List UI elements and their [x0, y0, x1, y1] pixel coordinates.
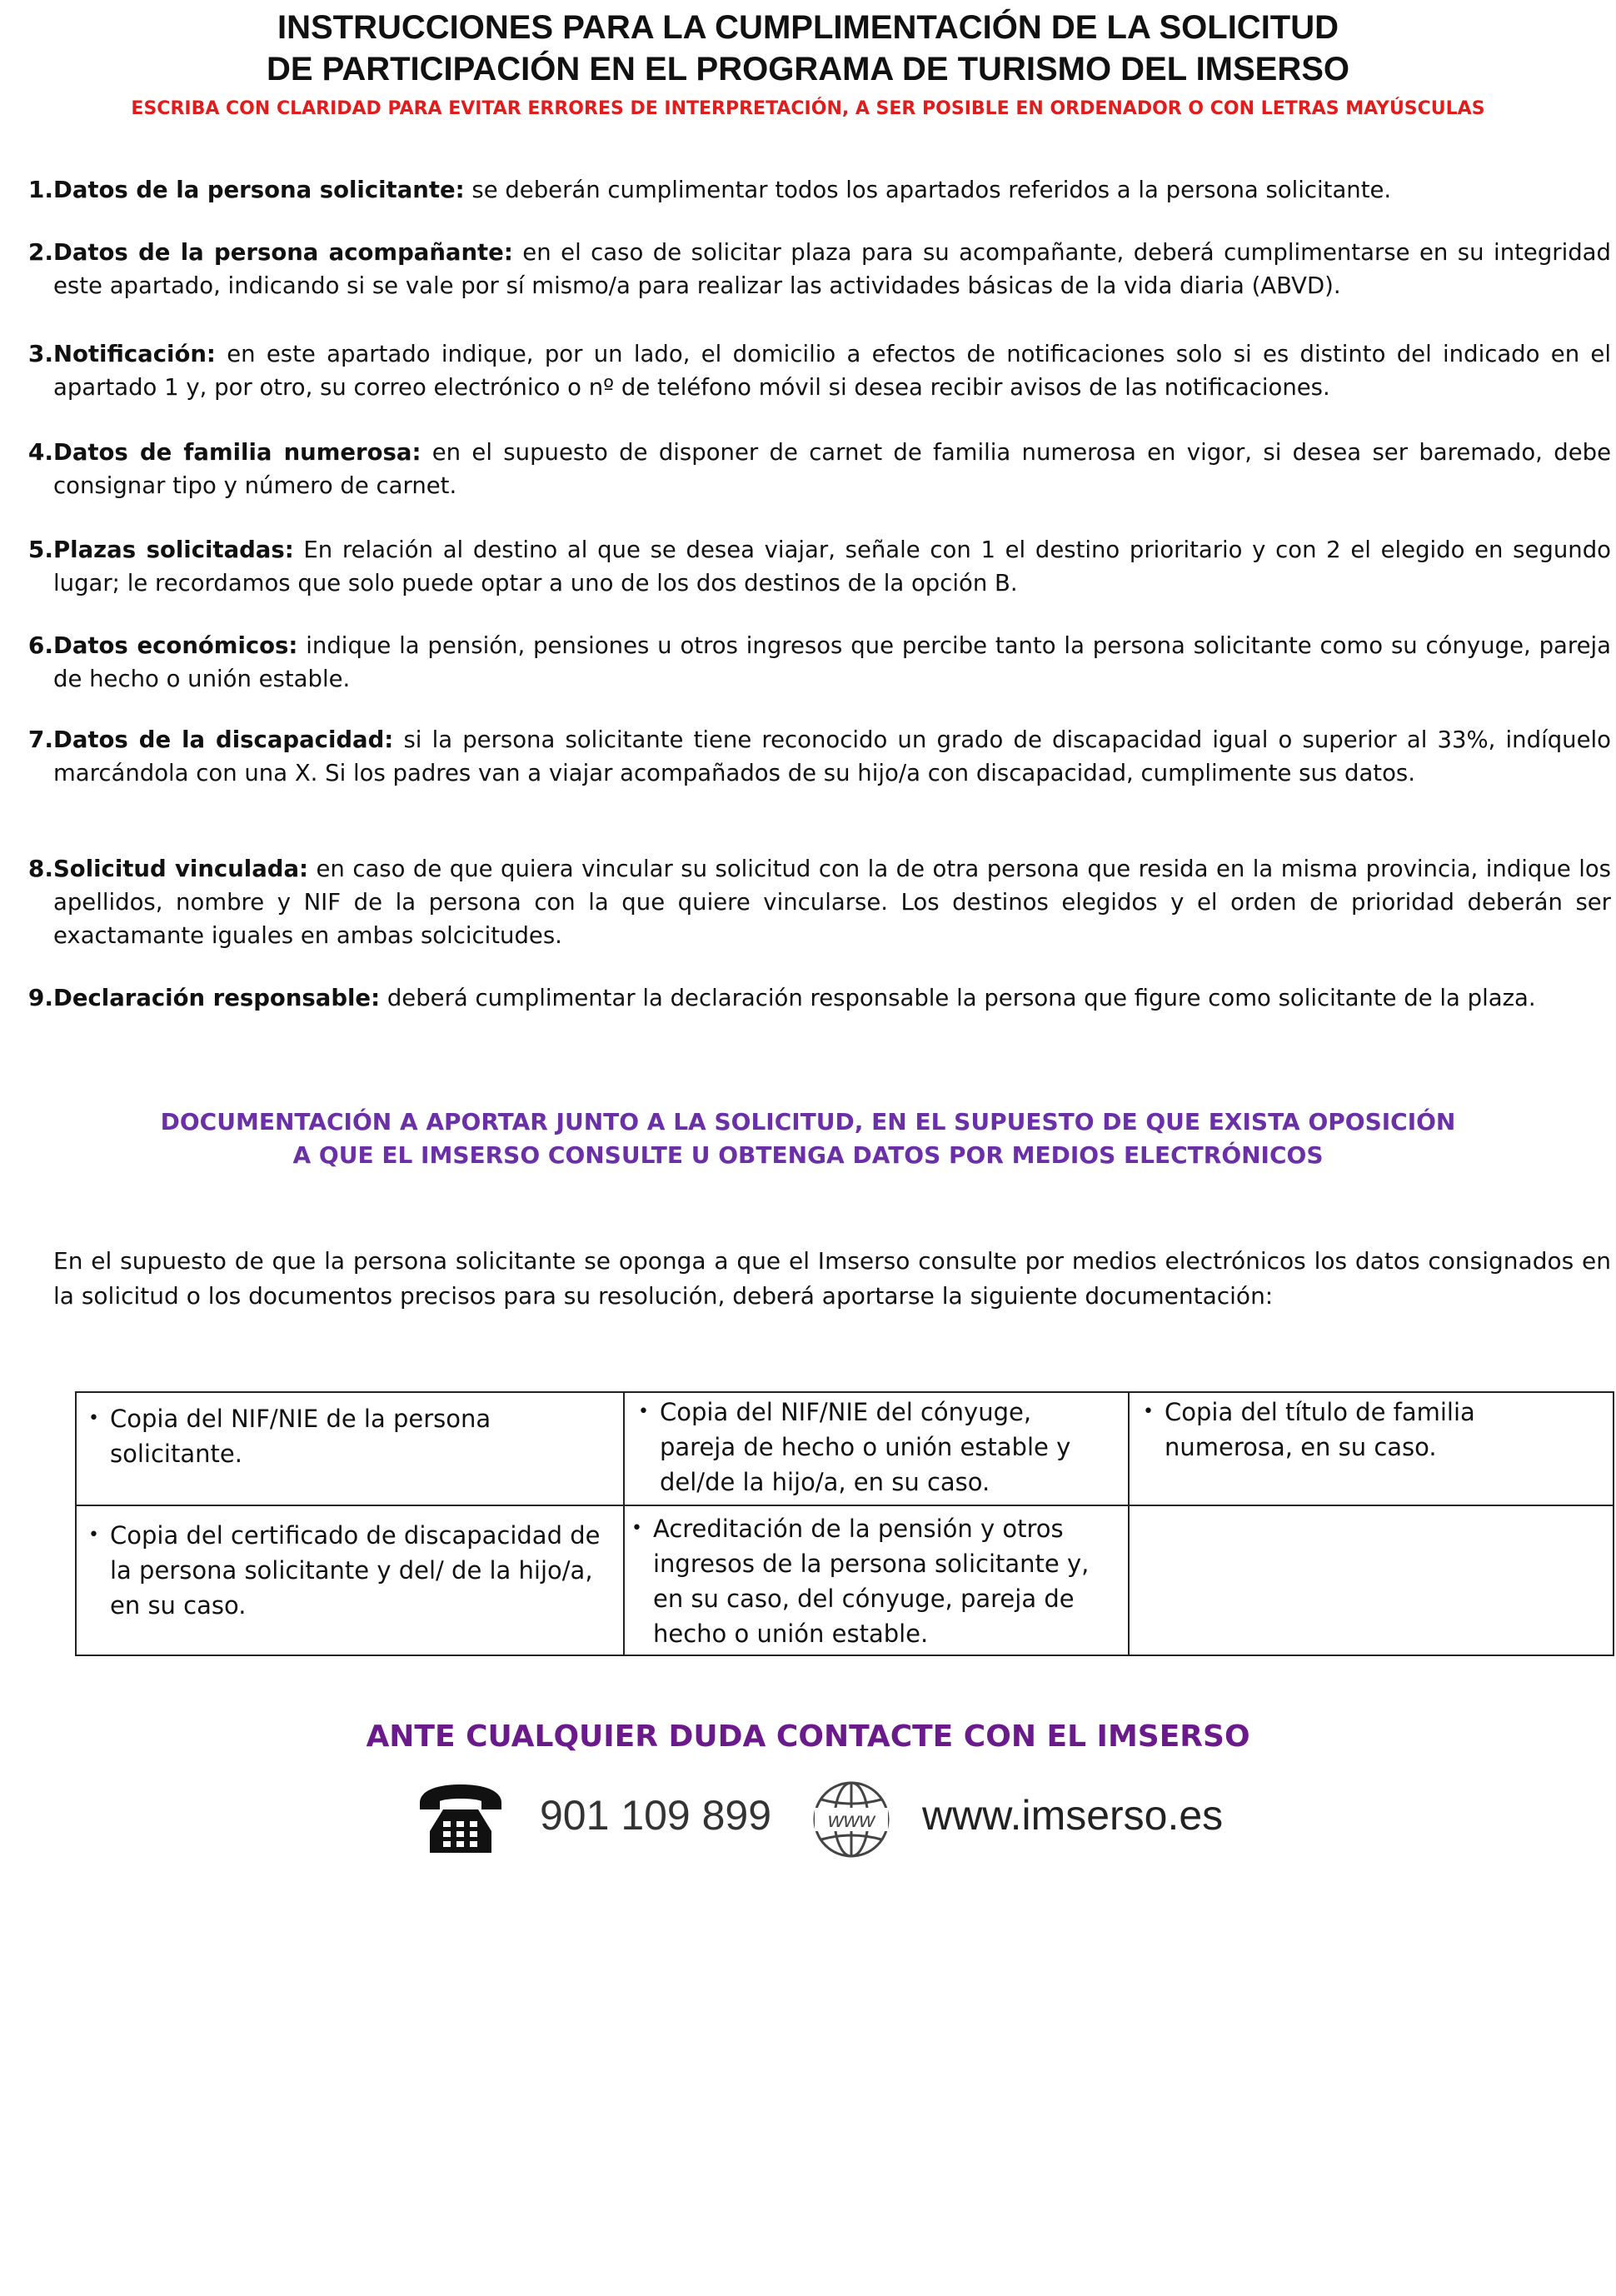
table-border-right [1613, 1391, 1614, 1656]
instruction-label: Datos económicos: [53, 632, 298, 659]
instruction-item [23, 852, 1611, 952]
instruction-text: en caso de que quiera vincular su solicitud con la de otra persona que resida en la misma provincia, indique los apellidos, nombre y NIF de la persona con la que quiere vincularse. Los destinos elegidos y el orden de prioridad deberán ser exactamante iguales en ambas solcicitudes. [53, 856, 1611, 949]
title-line-2: DE PARTICIPACIÓN EN EL PROGRAMA DE TURISMO DEL IMSERSO [266, 51, 1350, 87]
bullet-icon: • [1143, 1401, 1154, 1422]
documentation-table [75, 1391, 1614, 1656]
instruction-label: Declaración responsable: [53, 985, 381, 1011]
instruction-item [23, 173, 1611, 207]
instruction-text: si la persona solicitante tiene reconocido un grado de discapacidad igual o superior al 33%, indíquelo marcándola con una X. Si los padres van a viajar acompañados de su hijo/a con discapacidad, cumplimente sus datos. [53, 726, 1611, 786]
document-item-text: Copia del NIF/NIE de la persona solicitante. [110, 1405, 491, 1468]
document-item-text: Acreditación de la pensión y otros ingresos de la persona solicitante y, en su caso, del cónyuge, pareja de hecho o unión estable. [653, 1515, 1090, 1648]
website-link[interactable]: www.imserso.es [922, 1792, 1224, 1839]
instruction-item [23, 981, 1611, 1015]
table-divider-2 [1128, 1391, 1130, 1656]
document-item [88, 1518, 605, 1623]
instruction-number: 1. [27, 176, 53, 203]
instruction-number: 9. [27, 984, 53, 1011]
instruction-item [23, 337, 1611, 404]
instruction-text: en el caso de solicitar plaza para su acompañante, deberá cumplimentarse en su integridad este apartado, indicando si se vale por sí mismo/a para realizar las actividades básicas de la vida diaria (ABVD). [53, 239, 1611, 299]
instruction-label: Notificación: [53, 341, 216, 367]
instruction-label: Datos de la discapacidad: [53, 726, 394, 753]
table-border-bottom [75, 1655, 1614, 1656]
page-title [0, 7, 1616, 90]
table-border-middle [75, 1505, 1614, 1506]
documentation-heading-line-1: DOCUMENTACIÓN A APORTAR JUNTO A LA SOLICITUD, EN EL SUPUESTO DE QUE EXISTA OPOSICIÓN [160, 1108, 1456, 1136]
bullet-icon: • [88, 1408, 99, 1429]
instruction-item [23, 533, 1611, 600]
globe-icon-label: www [827, 1807, 875, 1832]
instruction-label: Plazas solicitadas: [53, 537, 294, 563]
documentation-heading-line-2: A QUE EL IMSERSO CONSULTE U OBTENGA DATOS POR MEDIOS ELECTRÓNICOS [292, 1141, 1324, 1169]
instruction-text: se deberán cumplimentar todos los apartados referidos a la persona solicitante. [464, 177, 1392, 203]
instruction-item [23, 236, 1611, 302]
document-item [1143, 1395, 1593, 1465]
document-item [631, 1511, 1115, 1651]
document-item [88, 1401, 605, 1471]
instruction-text: deberá cumplimentar la declaración responsable la persona que figure como solicitante de la plaza. [380, 985, 1536, 1011]
instruction-label: Datos de la persona solicitante: [53, 177, 465, 203]
document-item-text: Copia del certificado de discapacidad de la persona solicitante y del/ de la hijo/a, en su caso. [110, 1521, 601, 1620]
instruction-number: 5. [27, 536, 53, 563]
contact-info [0, 1781, 1616, 1864]
documentation-heading [0, 1106, 1616, 1172]
instruction-item [23, 723, 1611, 790]
instruction-text: indique la pensión, pensiones u otros ingresos que percibe tanto la persona solicitante como su cónyuge, pareja de hecho o unión estable. [53, 632, 1611, 692]
instruction-label: Solicitud vinculada: [53, 856, 309, 882]
instruction-item [23, 629, 1611, 696]
bullet-icon: • [631, 1518, 642, 1539]
writing-warning: ESCRIBA CON CLARIDAD PARA EVITAR ERRORES DE INTERPRETACIÓN, A SER POSIBLE EN ORDENADOR O CON LETRAS MAYÚSCULAS [131, 98, 1485, 119]
title-line-1: INSTRUCCIONES PARA LA CUMPLIMENTACIÓN DE LA SOLICITUD [277, 9, 1339, 46]
instruction-number: 6. [27, 631, 53, 659]
bullet-icon: • [88, 1525, 99, 1545]
table-border-left [75, 1391, 77, 1656]
instruction-text: en este apartado indique, por un lado, el domicilio a efectos de notificaciones solo si es distinto del indicado en el apartado 1 y, por otro, su correo electrónico o nº de teléfono móvil si desea recibir avisos de las notificaciones. [53, 341, 1611, 401]
instruction-label: Datos de la persona acompañante: [53, 239, 513, 266]
instruction-label: Datos de familia numerosa: [53, 439, 421, 466]
document-item [638, 1395, 1113, 1500]
instruction-number: 4. [27, 438, 53, 466]
phone-icon [415, 1781, 506, 1856]
instruction-number: 3. [27, 340, 53, 367]
instruction-text: En relación al destino al que se desea viajar, señale con 1 el destino prioritario y con 2 el elegido en segundo lugar; le recordamos que solo puede optar a uno de los dos destinos de la opción B. [53, 537, 1611, 596]
table-border-top [75, 1391, 1614, 1393]
documentation-intro: En el supuesto de que la persona solicitante se oponga a que el Imserso consulte por medios electrónicos los datos consignados en la solicitud o los documentos precisos para su resolución, deberá aportarse la siguiente documentación: [53, 1247, 1611, 1310]
instruction-number: 8. [27, 855, 53, 882]
document-item-text: Copia del título de familia numerosa, en su caso. [1165, 1398, 1475, 1461]
table-divider-1 [623, 1391, 625, 1656]
instruction-text: en el supuesto de disponer de carnet de familia numerosa en vigor, si desea ser baremado, debe consignar tipo y número de carnet. [53, 439, 1611, 499]
phone-number: 901 109 899 [540, 1792, 772, 1839]
document-item-text: Copia del NIF/NIE del cónyuge, pareja de hecho o unión estable y del/de la hijo/a, en su caso. [660, 1398, 1071, 1496]
globe-icon [811, 1779, 891, 1859]
bullet-icon: • [638, 1401, 649, 1422]
instruction-number: 2. [27, 238, 53, 266]
instruction-number: 7. [27, 726, 53, 753]
contact-heading: ANTE CUALQUIER DUDA CONTACTE CON EL IMSERSO [366, 1720, 1250, 1754]
instruction-item [23, 436, 1611, 502]
